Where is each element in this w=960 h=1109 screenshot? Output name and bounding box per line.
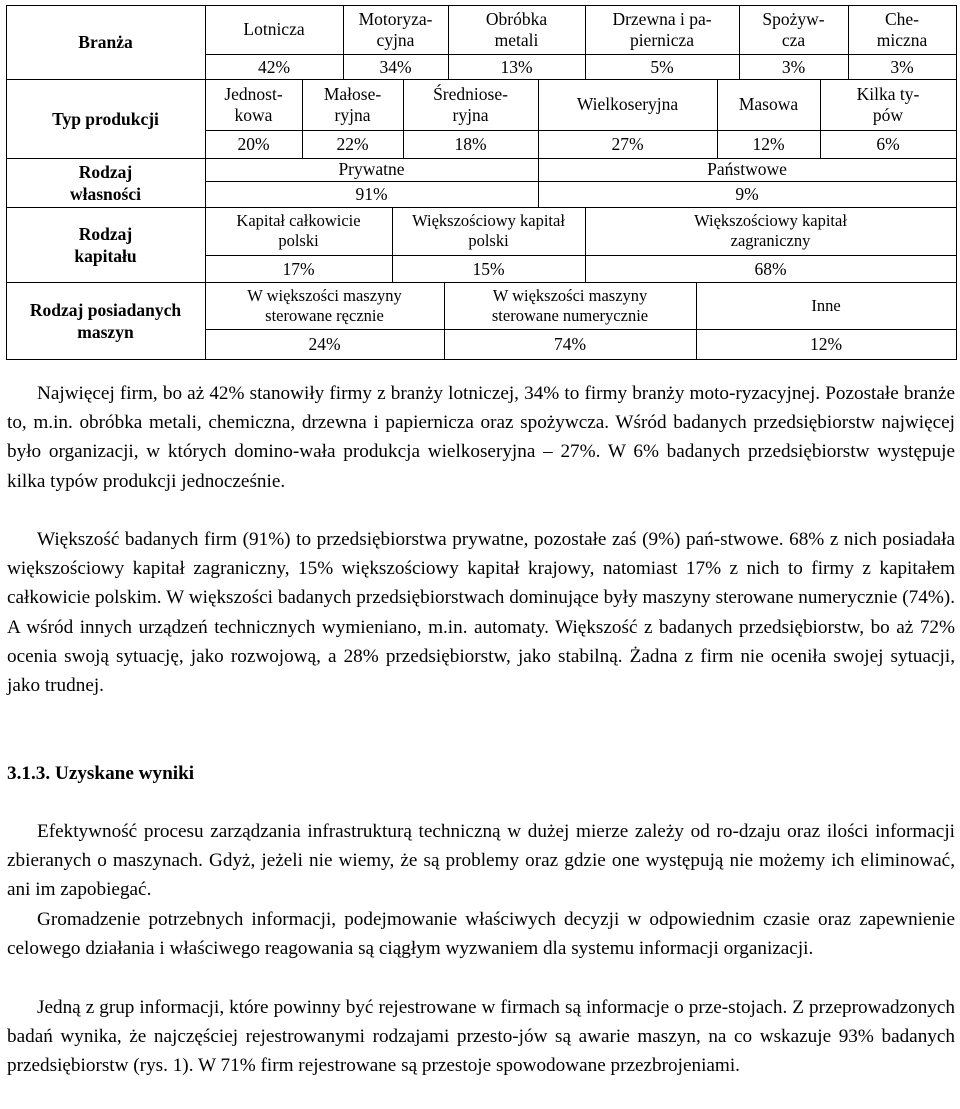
option-label: Kapitał całkowicie polski <box>236 211 361 250</box>
percentage-value: 20% <box>237 134 270 154</box>
category-label: Typ produkcji <box>52 108 159 129</box>
option-label: W większości maszyny sterowane ręcznie <box>247 285 402 325</box>
option-label: Inne <box>811 295 841 315</box>
percentage-value: 42% <box>257 56 291 77</box>
option-label: Większościowy kapitał polski <box>412 211 565 250</box>
option-label: Wielkoseryjna <box>576 94 679 114</box>
percentage-value: 74% <box>553 334 587 354</box>
section-heading: 3.1.3. Uzyskane wyniki <box>7 763 195 784</box>
option-label: Motoryza- cyjna <box>358 8 433 50</box>
percentage-value: 5% <box>650 56 674 77</box>
option-label: Średniose- ryjna <box>433 83 508 125</box>
table-border-bottom <box>6 359 957 360</box>
percentage-value: 17% <box>282 258 315 279</box>
percentage-value: 24% <box>308 334 341 354</box>
percentage-value: 34% <box>379 56 412 77</box>
paragraph-3: Efektywność procesu zarządzania infrastrukturą techniczną w dużej mierze zależy od ro-dzaju oraz ilości informacji zbieranych o maszynach. Gdyż, jeżeli nie wiemy, że są problemy oraz gdzie one występują nie możemy ich eliminować, ani im zapobiegać. <box>7 821 955 901</box>
category-label: Rodzaj kapitału <box>74 223 137 266</box>
option-label: Małose- ryjna <box>323 83 382 125</box>
percentage-value: 9% <box>735 184 759 204</box>
option-label: Masowa <box>738 94 799 114</box>
paragraph-2: Większość badanych firm (91%) to przedsiębiorstwa prywatne, pozostałe zaś (9%) pań-stwowe. 68% z nich posiadała większościowy kapitał zagraniczny, 15% większościowy kapitał krajowy, natomiast 17% z nich to firmy z kapitałem całkowicie polskim. W większości badanych przedsiębiorstwach dominujące były maszyny sterowane numerycznie (74%). A wśród innych urządzeń technicznych wymieniano, m.in. automaty. Większość z badanych przedsiębiorstw, bo aż 72% ocenia swoją sytuację, jako rozwojową, a 28% przedsiębiorstw, jako stabilną. Żadna z firm nie oceniła swojej sytuacji, jako trudnej. <box>7 529 955 697</box>
option-label: Spożyw- cza <box>762 8 825 50</box>
option-label: Lotnicza <box>243 19 305 39</box>
table-border-right <box>956 5 957 359</box>
option-label: Obróbka metali <box>485 8 548 50</box>
percentage-value: 13% <box>500 56 533 77</box>
option-label: Kilka ty- pów <box>856 83 920 125</box>
category-label: Rodzaj posiadanych maszyn <box>29 299 182 342</box>
percentage-value: 15% <box>472 258 505 279</box>
option-label: Prywatne <box>338 159 405 179</box>
percentage-value: 12% <box>752 134 785 154</box>
option-label: Che- miczna <box>876 8 928 50</box>
percentage-value: 12% <box>809 334 843 354</box>
percentage-value: 6% <box>876 134 900 154</box>
percentage-value: 22% <box>336 134 369 154</box>
category-label: Branża <box>78 32 133 52</box>
option-label: Państwowe <box>707 159 787 179</box>
category-label: Rodzaj własności <box>70 161 141 204</box>
percentage-value: 91% <box>355 184 388 204</box>
paragraph-5: Jedną z grup informacji, które powinny być rejestrowane w firmach są informacje o prze-stojach. Z przeprowadzonych badań wynika, że najczęściej rejestrowanymi rodzajami przesto-jów są awarie maszyn, na co wskazuje 93% badanych przedsiębiorstw (rys. 1). W 71% firm rejestrowane są przestoje spowodowane przezbrojeniami. <box>7 997 955 1077</box>
percentage-value: 27% <box>611 134 644 154</box>
paragraph-1: Najwięcej firm, bo aż 42% stanowiły firmy z branży lotniczej, 34% to firmy branży moto-ryzacyjnej. Pozostałe branże to, m.in. obróbka metali, chemiczna, drzewna i papiernicza oraz spożywcza. Wśród badanych przedsiębiorstw najwięcej było organizacji, w których domino-wała produkcja wielkoseryjna – 27%. W 6% badanych przedsiębiorstw występuje kilka typów produkcji jednocześnie. <box>7 383 955 492</box>
percentage-value: 18% <box>454 134 487 154</box>
survey-table <box>6 5 956 359</box>
percentage-value: 3% <box>890 56 914 77</box>
paragraph-4: Gromadzenie potrzebnych informacji, podejmowanie właściwych decyzji w odpowiednim czasie oraz zapewnienie celowego działania i właściwego reagowania są ciągłym wyzwaniem dla systemu informacji organizacji. <box>7 909 955 960</box>
percentage-value: 68% <box>754 258 787 279</box>
option-label: Jednost- kowa <box>224 83 283 125</box>
option-label: W większości maszyny sterowane numerycznie <box>491 285 649 325</box>
option-label: Drzewna i pa- piernicza <box>612 8 712 50</box>
percentage-value: 3% <box>781 56 806 77</box>
option-label: Większościowy kapitał zagraniczny <box>694 211 847 250</box>
